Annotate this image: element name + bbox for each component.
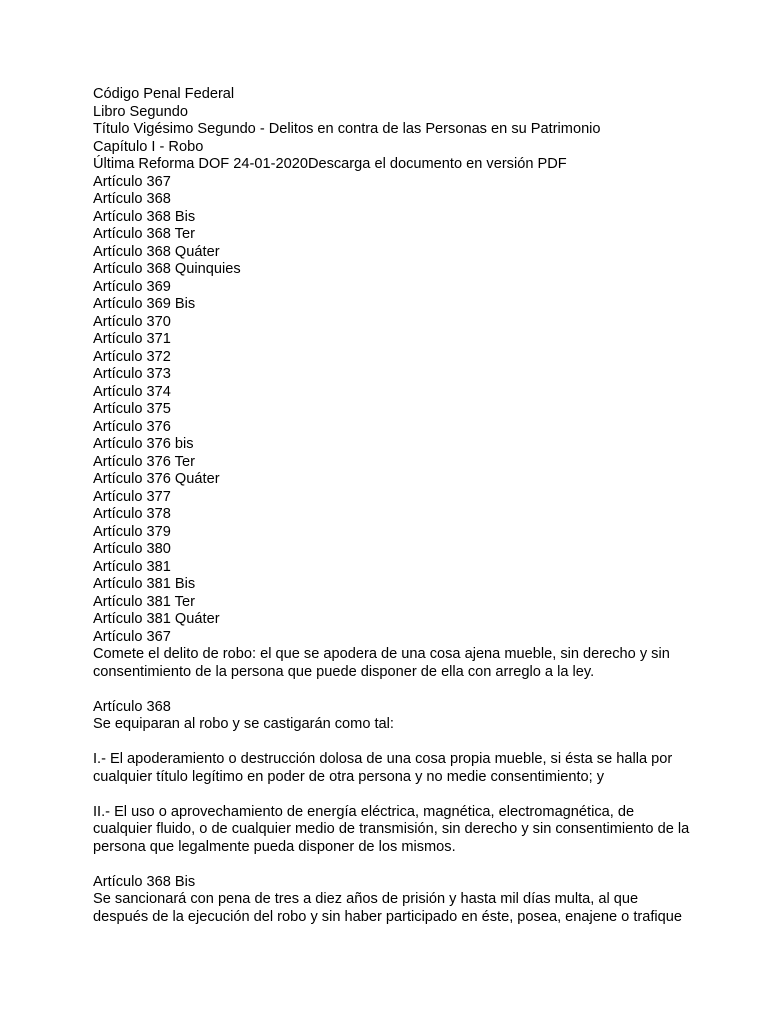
article-367	[93, 629, 693, 682]
paragraph-spacer	[93, 734, 693, 752]
chapter-heading: Capítulo I - Robo	[93, 138, 204, 155]
index-item[interactable]: Artículo 378	[93, 506, 171, 522]
article-text-line: II.- El uso o aprovechamiento de energía eléctrica, magnética, electromagnética, de	[93, 803, 635, 820]
paragraph-spacer	[93, 681, 693, 699]
download-pdf-link[interactable]: Descarga el documento en versión PDF	[307, 156, 567, 172]
index-item[interactable]: Artículo 368 Ter	[93, 226, 195, 242]
document-page	[93, 86, 693, 926]
article-text-line: I.- El apoderamiento o destrucción dolosa de una cosa propia mueble, si ésta se halla por	[93, 751, 673, 767]
index-item[interactable]: Artículo 369	[93, 278, 171, 295]
title-heading: Título Vigésimo Segundo - Delitos en contra de las Personas en su Patrimonio	[93, 121, 601, 137]
article-heading: Artículo 368	[93, 698, 171, 715]
index-item[interactable]: Artículo 379	[93, 523, 171, 540]
index-item[interactable]: Artículo 377	[93, 488, 171, 505]
article-intro: Se equiparan al robo y se castigarán como tal:	[93, 716, 394, 732]
article-heading: Artículo 368 Bis	[93, 873, 196, 890]
index-item[interactable]: Artículo 381	[93, 558, 171, 575]
index-item[interactable]: Artículo 376 Ter	[93, 453, 195, 470]
index-item[interactable]: Artículo 381 Bis	[93, 576, 196, 592]
index-item[interactable]: Artículo 380	[93, 541, 171, 557]
index-item[interactable]: Artículo 367	[93, 173, 171, 190]
index-item[interactable]: Artículo 368 Quáter	[93, 243, 220, 260]
index-item[interactable]: Artículo 381 Quáter	[93, 611, 220, 627]
reform-date: Última Reforma DOF 24-01-2020	[93, 156, 308, 172]
index-item[interactable]: Artículo 368 Bis	[93, 208, 196, 225]
index-item[interactable]: Artículo 376 Quáter	[93, 471, 220, 487]
index-item[interactable]: Artículo 368 Quinquies	[93, 261, 241, 277]
index-item[interactable]: Artículo 371	[93, 331, 171, 347]
article-text-line: cualquier título legítimo en poder de otra persona y no medie consentimiento; y	[93, 768, 605, 785]
article-text-line: Se sancionará con pena de tres a diez años de prisión y hasta mil días multa, al que	[93, 891, 639, 907]
index-item[interactable]: Artículo 369 Bis	[93, 296, 196, 312]
article-text-line: después de la ejecución del robo y sin haber participado en éste, posea, enajene o trafique	[93, 908, 683, 925]
article-text-line: consentimiento de la persona que puede disponer de ella con arreglo a la ley.	[93, 663, 595, 680]
article-text-line: persona que legalmente pueda disponer de los mismos.	[93, 838, 456, 855]
code-title: Código Penal Federal	[93, 86, 235, 102]
book-title: Libro Segundo	[93, 103, 188, 120]
article-text-line: Comete el delito de robo: el que se apodera de una cosa ajena mueble, sin derecho y sin	[93, 646, 670, 662]
article-text-line: cualquier fluido, o de cualquier medio de transmisión, sin derecho y sin consentimiento de la	[93, 821, 690, 837]
paragraph-spacer	[93, 786, 693, 804]
index-item[interactable]: Artículo 368	[93, 191, 171, 207]
index-item[interactable]: Artículo 376 bis	[93, 436, 194, 452]
index-item[interactable]: Artículo 372	[93, 348, 171, 365]
index-item[interactable]: Artículo 375	[93, 401, 171, 417]
paragraph-spacer	[93, 856, 693, 874]
index-item[interactable]: Artículo 374	[93, 383, 171, 400]
article-heading: Artículo 367	[93, 628, 171, 645]
index-item[interactable]: Artículo 376	[93, 418, 171, 435]
index-item[interactable]: Artículo 373	[93, 366, 171, 382]
article-index	[93, 174, 693, 629]
reform-line	[93, 156, 693, 174]
article-368	[93, 699, 693, 857]
index-item[interactable]: Artículo 370	[93, 313, 171, 330]
index-item[interactable]: Artículo 381 Ter	[93, 593, 195, 610]
article-368-bis	[93, 874, 693, 927]
